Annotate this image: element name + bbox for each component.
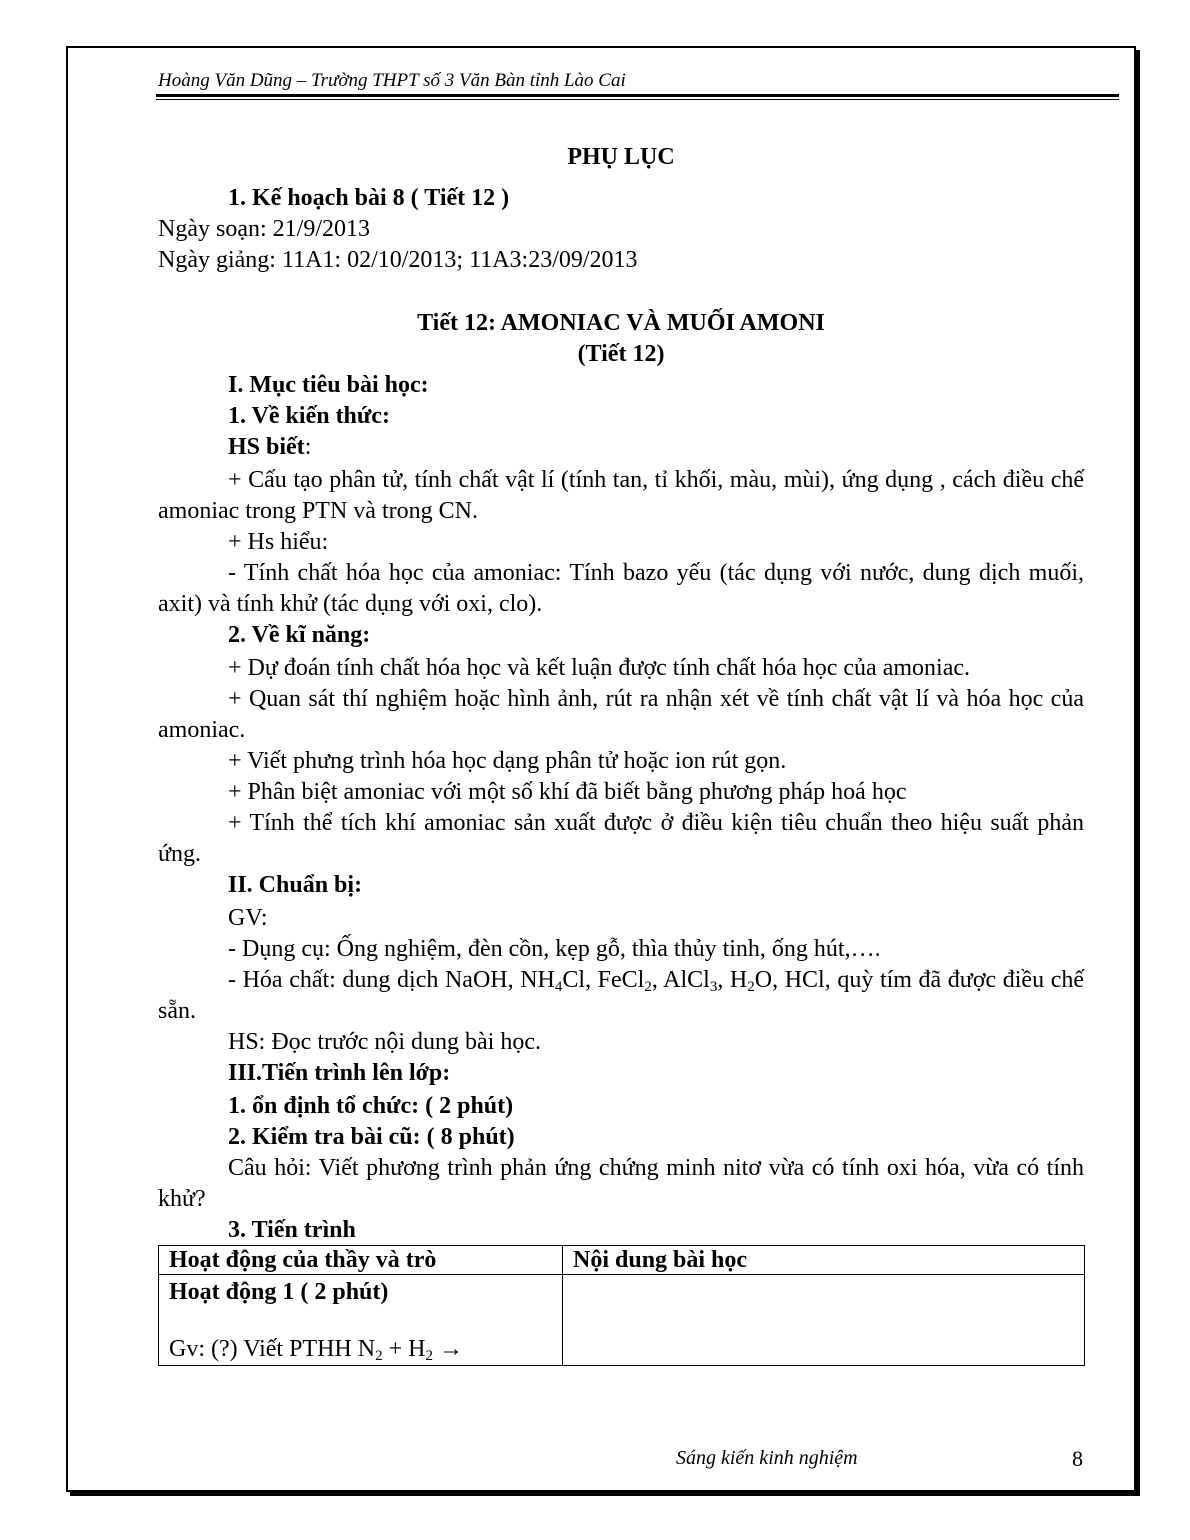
date-prepared: Ngày soạn: 21/9/2013 <box>158 216 370 242</box>
teacher-label: GV: <box>228 905 268 931</box>
chem-text: O, HCl, quỳ tím đã được điều chế sẵn. <box>158 967 1084 1024</box>
skill-item: + Tính thể tích khí amoniac sản xuất được ở điều kiện tiêu chuẩn theo hiệu suất phản ứng. <box>158 810 1084 867</box>
page-footer: Sáng kiến kinh nghiệm <box>676 1447 858 1469</box>
activity-title: Hoạt động 1 ( 2 phút) <box>169 1279 389 1305</box>
hs-know-colon: : <box>304 434 312 460</box>
activity-question <box>169 1334 552 1364</box>
skill-item: + Quan sát thí nghiệm hoặc hình ảnh, rút ra nhận xét về tính chất vật lí và hóa học của amoniac. <box>158 686 1084 743</box>
tools-list: - Dụng cụ: Ống nghiệm, đèn cồn, kẹp gỗ, thìa thủy tinh, ống hút,…. <box>228 936 881 962</box>
appendix-title: PHỤ LỤC <box>567 144 675 170</box>
understand-item: - Tính chất hóa học của amoniac: Tính bazo yếu (tác dụng với nước, dung dịch muối, axit) và tính khử (tác dụng với oxi, clo). <box>158 560 1084 617</box>
skill-item: + Dự đoán tính chất hóa học và kết luận được tính chất hóa học của amoniac. <box>228 655 970 681</box>
plan-title: 1. Kế hoạch bài 8 ( Tiết 12 ) <box>228 185 510 211</box>
skill-item: + Phân biệt amoniac với một số khí đã biết bằng phương pháp hoá học <box>228 779 907 805</box>
preparation-heading: II. Chuẩn bị: <box>228 872 363 898</box>
chem-text: , H <box>717 967 748 993</box>
knowledge-heading: 1. Về kiến thức: <box>228 403 390 429</box>
step-organize: 1. ổn định tổ chức: ( 2 phút) <box>228 1093 514 1119</box>
review-question: Câu hỏi: Viết phương trình phản ứng chứng minh nitơ vừa có tính oxi hóa, vừa có tính khử? <box>158 1155 1084 1212</box>
table-header-row <box>159 1246 1085 1275</box>
subscript: 2 <box>425 1348 433 1364</box>
hs-know-label: HS biết <box>228 434 305 460</box>
activity-cell <box>159 1275 563 1366</box>
hs-know-heading <box>228 432 311 463</box>
header-rule <box>156 94 1119 97</box>
step-review: 2. Kiểm tra bài cũ: ( 8 phút) <box>228 1124 515 1150</box>
chem-text: - Hóa chất: dung dịch NaOH, NH <box>228 967 555 993</box>
knowledge-item: + Cấu tạo phân tử, tính chất vật lí (tính tan, tỉ khối, màu, mùi), ứng dụng , cách điều chế amoniac trong PTN và trong CN. <box>158 467 1084 524</box>
skill-item: + Viết phưng trình hóa học dạng phân tử hoặc ion rút gọn. <box>228 748 787 774</box>
date-taught: Ngày giảng: 11A1: 02/10/2013; 11A3:23/09/2013 <box>158 247 638 273</box>
activity-table <box>158 1245 1085 1366</box>
subscript: 2 <box>644 979 652 995</box>
table-header-activity: Hoạt động của thầy và trò <box>159 1246 563 1275</box>
subscript: 2 <box>747 979 755 995</box>
procedure-heading: III.Tiến trình lên lớp: <box>228 1060 451 1086</box>
skills-heading: 2. Về kĩ năng: <box>228 622 371 648</box>
lesson-title: Tiết 12: AMONIAC VÀ MUỐI AMONI <box>417 310 825 336</box>
subscript: 3 <box>709 979 718 995</box>
question-text: Gv: (?) Viết PTHH N <box>169 1336 376 1362</box>
lesson-period: (Tiết 12) <box>577 341 665 367</box>
chem-text: , AlCl <box>651 967 710 993</box>
subscript: 2 <box>375 1348 383 1364</box>
arrow-icon: → <box>432 1336 463 1362</box>
content-cell <box>563 1275 1085 1366</box>
question-text: + H <box>382 1336 426 1362</box>
step-progress: 3. Tiến trình <box>228 1217 356 1243</box>
chemicals-list <box>158 965 1084 1027</box>
page-header: Hoàng Văn Dũng – Trường THPT số 3 Văn Bàn tỉnh Lào Cai <box>158 70 626 91</box>
page-number: 8 <box>1072 1446 1083 1471</box>
header-rule-thin <box>156 99 1119 100</box>
section-objectives: I. Mục tiêu bài học: <box>228 372 429 398</box>
student-prep: HS: Đọc trước nội dung bài học. <box>228 1029 541 1055</box>
hs-understand-heading: + Hs hiểu: <box>228 529 329 555</box>
table-header-content: Nội dung bài học <box>563 1246 1085 1275</box>
chem-text: Cl, FeCl <box>562 967 645 993</box>
subscript: 4 <box>554 979 563 995</box>
table-row <box>159 1275 1085 1366</box>
